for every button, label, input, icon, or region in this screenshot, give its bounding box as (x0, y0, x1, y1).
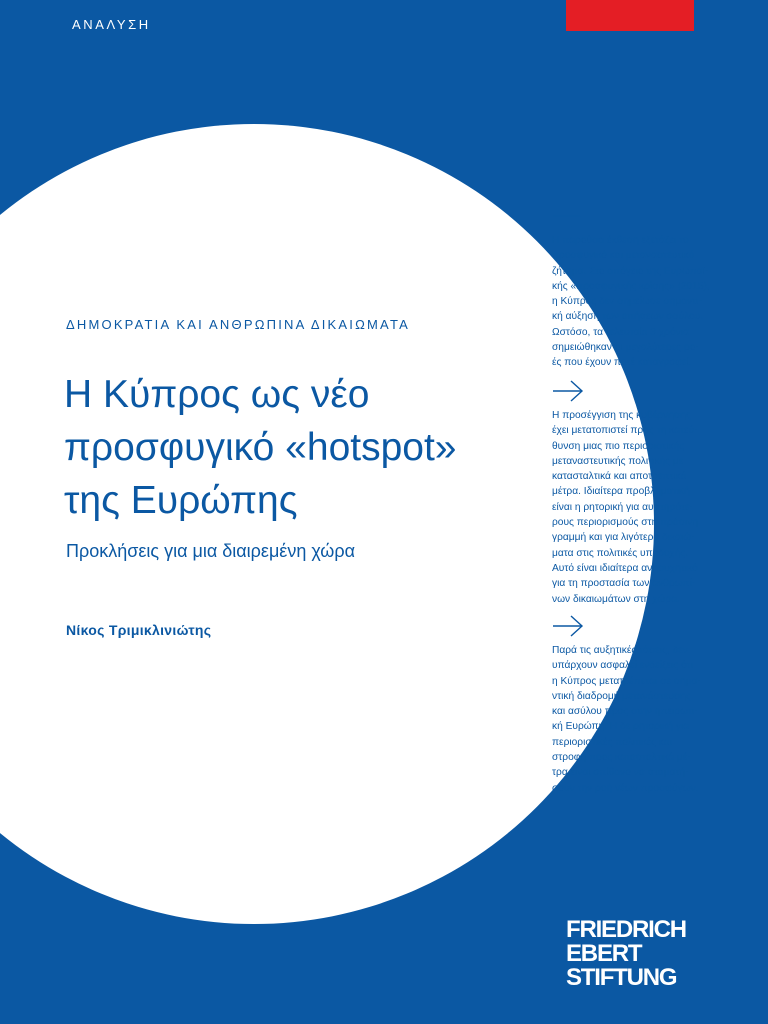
summary-line: μέτρα. Ιδιαίτερα προβληματική (552, 486, 690, 498)
summary-line: σουν την ροή νέων προσφύγων. (552, 782, 699, 794)
title-line: Η Κύπρος ως νέο (64, 373, 370, 416)
summary-line: προσφυγικό και μεταναστευτικό (552, 250, 695, 262)
summary-line: Η παρούσα έκθεση εξετάζει το (552, 235, 689, 246)
summary-line: υπάρχουν ασφαλεί ενδείξεις ότι (552, 660, 693, 672)
summary-line: είναι η ρητορική για αυστηρότε- (552, 501, 693, 513)
summary-line: ές που έχουν ποτέ καταγραφεί. (552, 357, 692, 369)
summary-text (552, 408, 722, 607)
arrow-right-icon (552, 205, 584, 227)
summary-line: κατασταλτικά και αποτρεπτικά (552, 471, 687, 483)
summary-line: γραμμή και για λιγότερα δικαιώ- (552, 532, 695, 544)
summary-line: ζήτημα. Στο απόγειο της Ευρωπαϊ- (552, 265, 709, 277)
summary-line: σημειώθηκαν οι μεγαλύτερες ρο- (552, 342, 699, 354)
summary-line: νων δικαιωμάτων στη χώρα. (552, 593, 680, 605)
summary-line: ματα στις πολιτικές υποδοχής. (552, 547, 688, 559)
summary-line: θυνση μιας πιο περιοριστικής (552, 440, 685, 452)
accent-bar (566, 0, 694, 31)
summary-line: περιοριστικές πολιτικές και (552, 736, 672, 748)
summary-line: κή Ευρώπη. Η δε ρητορική για (552, 721, 690, 733)
title-line: της Ευρώπης (64, 479, 298, 522)
fes-logo (566, 918, 686, 990)
logo-line: EBERT (566, 940, 642, 967)
summary-line: ντική διαδρομή μετανάστευσης (552, 690, 691, 702)
summary-text (552, 233, 722, 371)
summary-line: στροφή προς κατασταλτικά μέ- (552, 752, 691, 764)
summary-block (552, 615, 722, 796)
logo-line: FRIEDRICH (566, 916, 686, 943)
summary-line: για τη προστασία των ανθρωπί- (552, 578, 696, 590)
summary-line: τρα είναι απίθανο να σταματή- (552, 767, 689, 779)
document-type-label: ΑΝΑΛΥΣΗ (72, 17, 151, 32)
summary-line: κή αύξηση των αιτήσεων ασύλου. (552, 311, 704, 323)
summary-line: η Κύπρος μετατρέπεται σε σημα- (552, 675, 701, 687)
title-line: προσφυγικό «hotspot» (64, 426, 457, 469)
arrow-right-icon (552, 615, 584, 637)
author-name: Νίκος Τριμικλινιώτης (66, 622, 212, 638)
summary-text (552, 643, 722, 796)
arrow-right-icon (552, 380, 584, 402)
summary-line: και ασύλου προς στην ηπειρωτι- (552, 706, 698, 718)
document-title (64, 368, 544, 527)
summary-line: Αυτό είναι ιδιαίτερα ανησυχητικό (552, 562, 698, 574)
summary-line: Ωστόσο, τα τελευταία 3 χρόνια (552, 326, 689, 338)
summary-block (552, 205, 722, 371)
document-subtitle: Προκλήσεις για μια διαιρεμένη χώρα (66, 541, 356, 561)
category-label: ΔΗΜΟΚΡΑΤΙΑ ΚΑΙ ΑΝΘΡΩΠΙΝΑ ΔΙΚΑΙΩΜΑΤΑ (66, 317, 411, 332)
summary-line: μεταναστευτικής πολιτικής με (552, 455, 684, 467)
summary-line: ρους περιορισμούς στη πράσινη (552, 517, 699, 529)
summary-line: η Κύπρος δεν σημείωσε σημαντι- (552, 296, 702, 308)
summary-line: κής «προσφυγικής κρίσης» (2015), (552, 280, 710, 292)
summary-line: έχει μετατοπιστεί προς τη κατεύ- (552, 425, 698, 437)
summary-block (552, 380, 722, 607)
summary-line: Παρά τις αυξητικές τάσεις, δεν (552, 645, 688, 656)
logo-line: STIFTUNG (566, 964, 677, 991)
summary-line: Η προσέγγιση της κυβέρνησης (552, 410, 691, 421)
